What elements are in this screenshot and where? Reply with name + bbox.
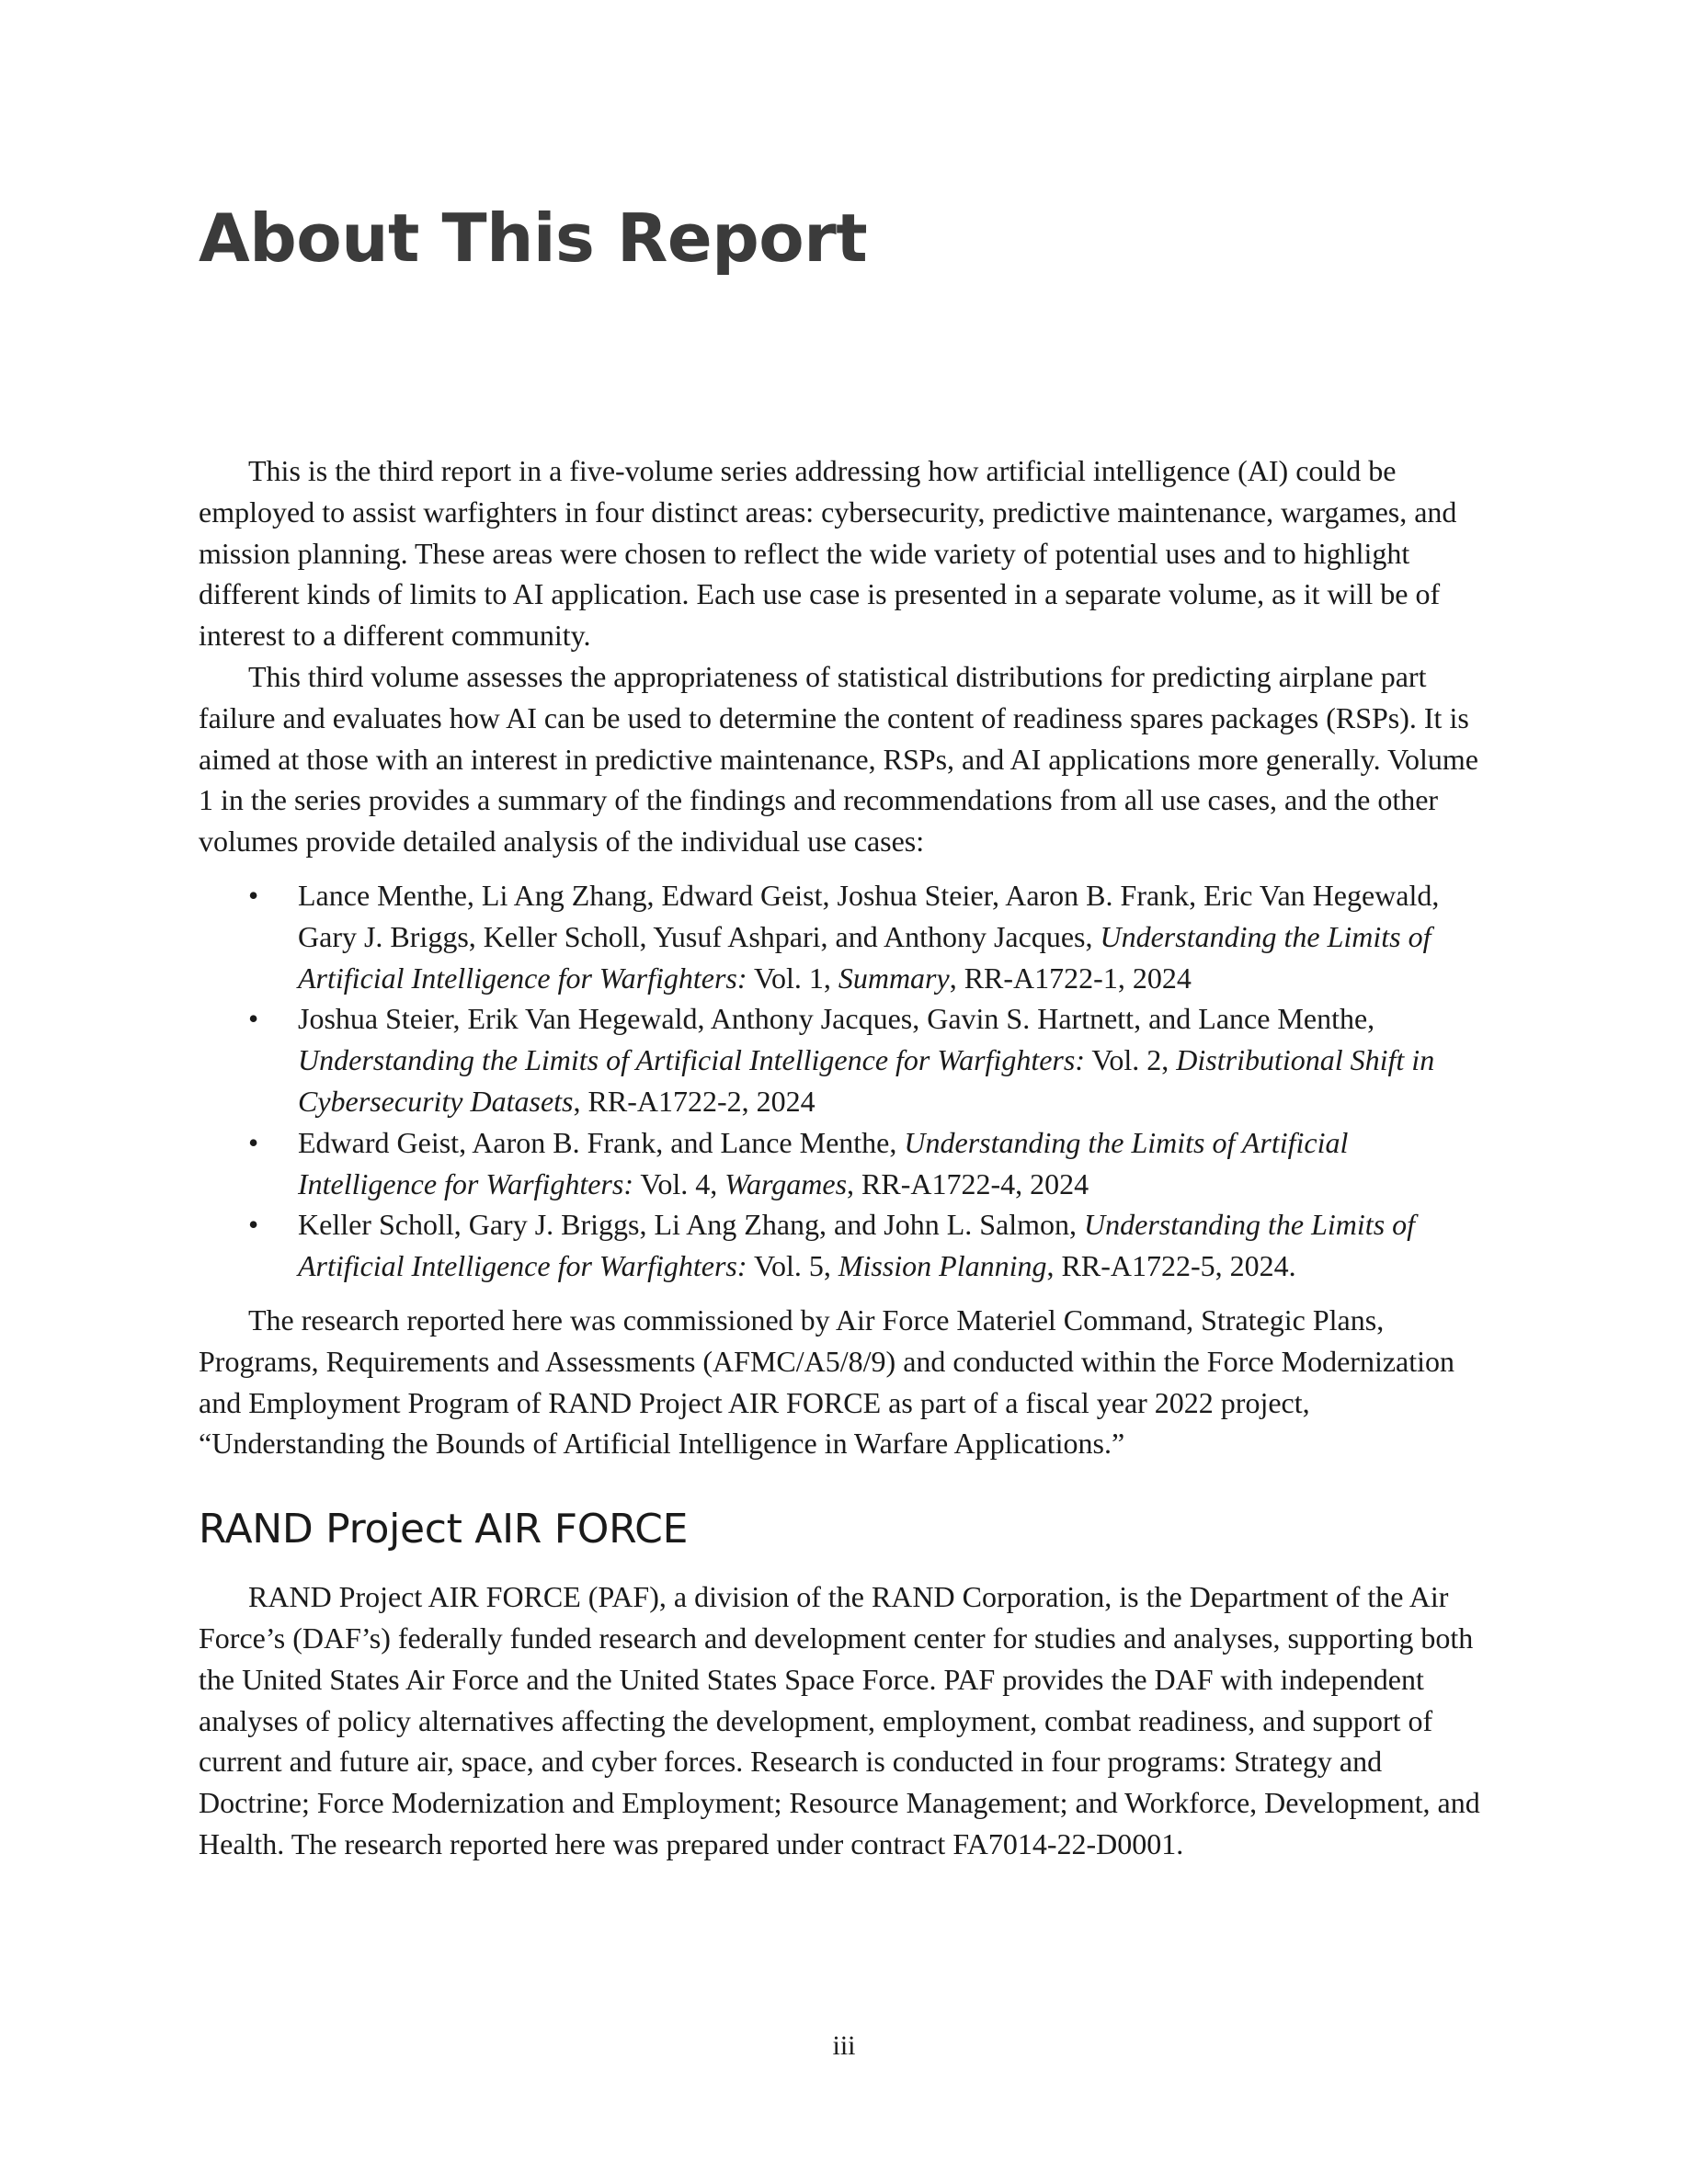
page-title: About This Report [199,199,868,277]
reference-series-title: Understanding the Limits of Artificial Intelligence for Warfighters: [298,1208,1416,1283]
paf-paragraph: RAND Project AIR FORCE (PAF), a division of the RAND Corporation, is the Department of the Air Force’s (DAF’s) federally funded research and development center for studies and analyses, supporting both the United States Air Force and the United States Space Force. PAF provides the DAF with independent analyses of policy alternatives affecting the development, employment, combat readiness, and support of current and future air, space, and cyber forces. Research is conducted in four programs: Strategy and Doctrine; Force Modernization and Employment; Resource Management; and Workforce, Development, and Health. The research reported here was prepared under contract FA7014-22-D0001. [199,1580,1480,1860]
reference-volume: Vol. 1, [747,961,838,995]
reference-volume-title: Summary [838,961,950,995]
reference-series-title: Understanding the Limits of Artificial Intelligence for Warfighters: [298,1043,1085,1077]
reference-authors: Keller Scholl, Gary J. Briggs, Li Ang Zhang, and John L. Salmon, [298,1208,1085,1242]
reference-item [248,998,1489,1121]
reference-volume-title: Distributional Shift in Cybersecurity Datasets [298,1043,1435,1118]
reference-number: , RR-A1722-5, 2024. [1046,1249,1296,1283]
bullet-icon: • [248,1125,259,1159]
page-number: iii [832,2030,856,2061]
reference-authors: Edward Geist, Aaron B. Frank, and Lance Menthe, [298,1125,905,1159]
bullet-icon: • [248,1208,259,1242]
reference-number: , RR-A1722-1, 2024 [949,961,1192,995]
bullet-icon: • [248,1002,259,1036]
reference-volume-title: Wargames [724,1166,848,1200]
reference-authors: Lance Menthe, Li Ang Zhang, Edward Geist, Joshua Steier, Aaron B. Frank, Eric Van Hegewald, Gary J. Briggs, Keller Scholl, Yusuf Ashpari, and Anthony Jacques, [298,878,1440,953]
commission-paragraph: The research reported here was commissioned by Air Force Materiel Command, Strategic Plans, Programs, Requirements and Assessments (AFMC/A5/8/9) and conducted within the Force Modernization and Employment Program of RAND Project AIR FORCE as part of a fiscal year 2022 project, “Understanding the Bounds of Artificial Intelligence in Warfare Applications.” [199,1302,1455,1461]
reference-item [248,1122,1489,1205]
reference-volume: Vol. 4, [633,1166,725,1200]
reference-authors: Joshua Steier, Erik Van Hegewald, Anthony Jacques, Gavin S. Hartnett, and Lance Menthe, [298,1002,1375,1036]
report-body [199,450,1489,1865]
reference-series-title: Understanding the Limits of Artificial Intelligence for Warfighters: [298,919,1431,995]
volume-reference-list [199,875,1489,1287]
reference-item [248,875,1489,998]
intro-paragraph: This third volume assesses the appropriateness of statistical distributions for predicting airplane part failure and evaluates how AI can be used to determine the content of readiness spares packages (RSPs). It is aimed at those with an interest in predictive maintenance, RSPs, and AI applications more generally. Volume 1 in the series provides a summary of the findings and recommendations from all use cases, and the other volumes provide detailed analysis of the individual use cases: [199,659,1478,859]
bullet-icon: • [248,878,259,912]
reference-series-title: Understanding the Limits of Artificial Intelligence for Warfighters: [298,1125,1349,1200]
reference-volume: Vol. 5, [747,1249,838,1283]
intro-paragraph: This is the third report in a five-volume series addressing how artificial intelligence (AI) could be employed to assist warfighters in four distinct areas: cybersecurity, predictive maintenance, wargames, and mission planning. These areas were chosen to reflect the wide variety of potential uses and to highlight different kinds of limits to AI application. Each use case is presented in a separate volume, as it will be of interest to a different community. [199,454,1457,653]
reference-number: , RR-A1722-4, 2024 [847,1166,1089,1200]
section-heading: RAND Project AIR FORCE [199,1506,689,1553]
reference-number: , RR-A1722-2, 2024 [573,1084,815,1118]
reference-volume-title: Mission Planning [838,1249,1047,1283]
reference-volume: Vol. 2, [1084,1043,1177,1077]
reference-item [248,1204,1489,1287]
document-page [199,0,1489,2184]
